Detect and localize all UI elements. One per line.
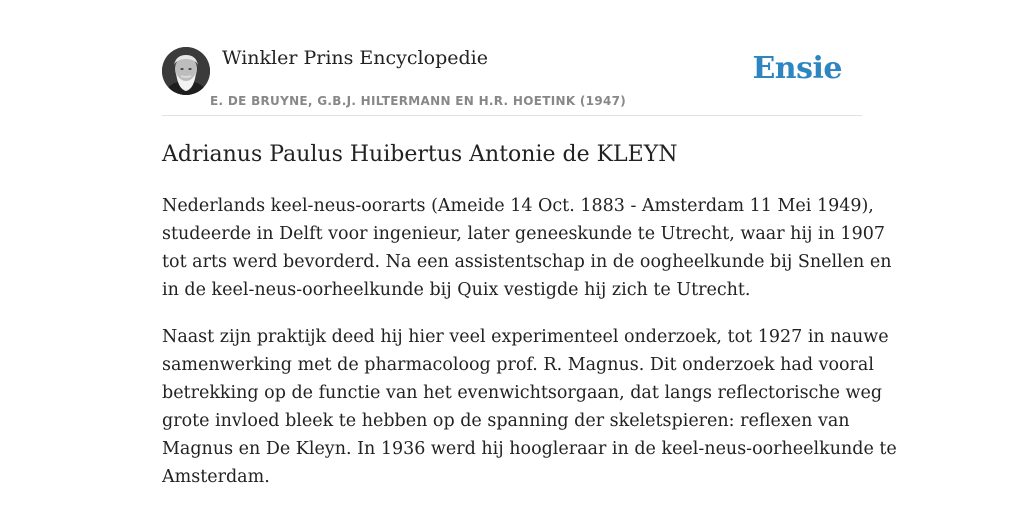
publication-authors: E. DE BRUYNE, G.B.J. HILTERMANN EN H.R. HOETINK (1947) bbox=[210, 94, 627, 108]
page-container bbox=[162, 0, 897, 512]
header-divider bbox=[162, 115, 862, 116]
paragraph-line: samenwerking met de pharmacoloog prof. R. Magnus. Dit onderzoek had vooral bbox=[162, 355, 874, 375]
paragraph-line: Naast zijn praktijk deed hij hier veel experimenteel onderzoek, tot 1927 in nauwe bbox=[162, 327, 889, 347]
paragraph-line: grote invloed bleek te hebben op de spanning der skeletspieren: reflexen van bbox=[162, 411, 850, 431]
paragraph-line: Amsterdam. bbox=[162, 467, 270, 487]
header bbox=[162, 0, 862, 116]
ensie-logo[interactable]: Ensie bbox=[752, 51, 842, 86]
paragraph-line: betrekking op de functie van het evenwichtsorgaan, dat langs reflectorische weg bbox=[162, 383, 883, 403]
paragraph-line: Magnus en De Kleyn. In 1936 werd hij hoogleraar in de keel-neus-oorheelkunde te bbox=[162, 439, 897, 459]
article-paragraph-1 bbox=[162, 192, 892, 304]
paragraph-line: studeerde in Delft voor ingenieur, later geneeskunde te Utrecht, waar hij in 1907 bbox=[162, 224, 885, 244]
article-paragraph-2 bbox=[162, 323, 897, 491]
portrait-avatar-icon[interactable] bbox=[162, 47, 210, 95]
paragraph-line: tot arts werd bevorderd. Na een assistentschap in de oogheelkunde bij Snellen en bbox=[162, 252, 892, 272]
publication-title[interactable]: Winkler Prins Encyclopedie bbox=[222, 47, 488, 69]
article-title: Adrianus Paulus Huibertus Antonie de KLEYN bbox=[162, 142, 678, 167]
paragraph-line: Nederlands keel-neus-oorarts (Ameide 14 Oct. 1883 - Amsterdam 11 Mei 1949), bbox=[162, 196, 874, 216]
paragraph-line: in de keel-neus-oorheelkunde bij Quix vestigde hij zich te Utrecht. bbox=[162, 280, 751, 300]
